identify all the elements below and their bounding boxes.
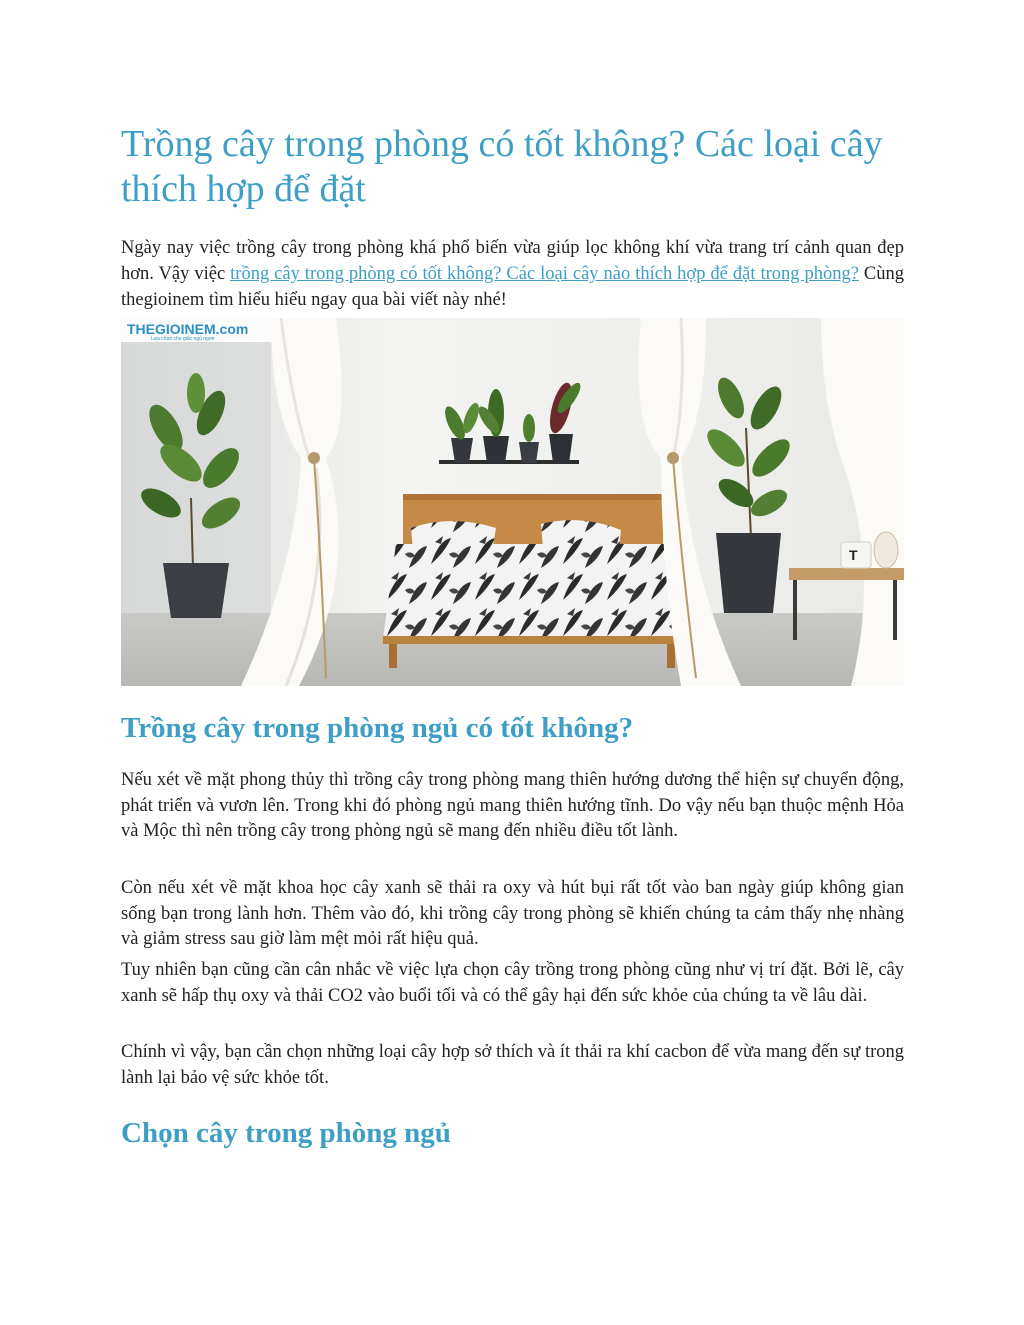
tray-letter: T [849,547,858,563]
intro-text-before: Ngày nay việc trồng cây trong phòng khá phổ biến vừa giúp lọc không khí vừa trang trí cảnh quan đẹp hơn. Vậy việc [121,238,904,284]
intro-link[interactable]: trồng cây trong phòng có tốt không? Các loại cây nào thích hợp để đặt trong phòng? [230,264,859,284]
section1-paragraph-1: Nếu xét về mặt phong thủy thì trồng cây trong phòng mang thiên hướng dương thể hiện sự chuyển động, phát triển và vươn lên. Trong khi đó phòng ngủ mang thiên hướng tĩnh. Do vậy nếu bạn thuộc mệnh Hỏa và Mộc thì nên trồng cây trong phòng ngủ sẽ mang đến nhiều điều tốt lành. [121,770,904,841]
section-heading-2: Chọn cây trong phòng ngủ [121,1117,451,1149]
bed [383,494,681,668]
logo-tagline: Lựa chọn cho giấc ngủ ngon [151,336,215,342]
section-heading-1: Trồng cây trong phòng ngủ có tốt không? [121,712,634,744]
brand-logo [121,318,276,342]
section1-paragraph-4: Chính vì vậy, bạn cần chọn những loại cây hợp sở thích và ít thải ra khí cacbon để vừa mang đến sự trong lành lại bảo vệ sức khỏe tốt. [121,1042,904,1088]
section1-paragraph-2: Còn nếu xét về mặt khoa học cây xanh sẽ thải ra oxy và hút bụi rất tốt vào ban ngày giúp không gian sống bạn trong lành hơn. Thêm vào đó, khi trồng cây trong phòng sẽ khiến chúng ta cảm thấy nhẹ nhàng và giảm stress sau giờ làm mệt mỏi rất hiệu quả. [121,878,904,949]
logo-text: THEGIOINEM.com [127,321,249,337]
bedroom-hero-image [121,318,904,686]
intro-paragraph [121,235,904,313]
page-title: Trồng cây trong phòng có tốt không? Các loại cây thích hợp để đặt [121,123,883,210]
section1-paragraph-3: Tuy nhiên bạn cũng cần cân nhắc về việc lựa chọn cây trồng trong phòng cũng như vị trí đặt. Bởi lẽ, cây xanh sẽ hấp thụ oxy và thải CO2 vào buổi tối và có thể gây hại đến sức khỏe của chúng ta về lâu dài. [121,960,904,1006]
bedroom-illustration [121,318,904,686]
intro-text-after: Cùng thegioinem tìm hiểu hiểu ngay qua bài viết này nhé! [121,264,905,310]
